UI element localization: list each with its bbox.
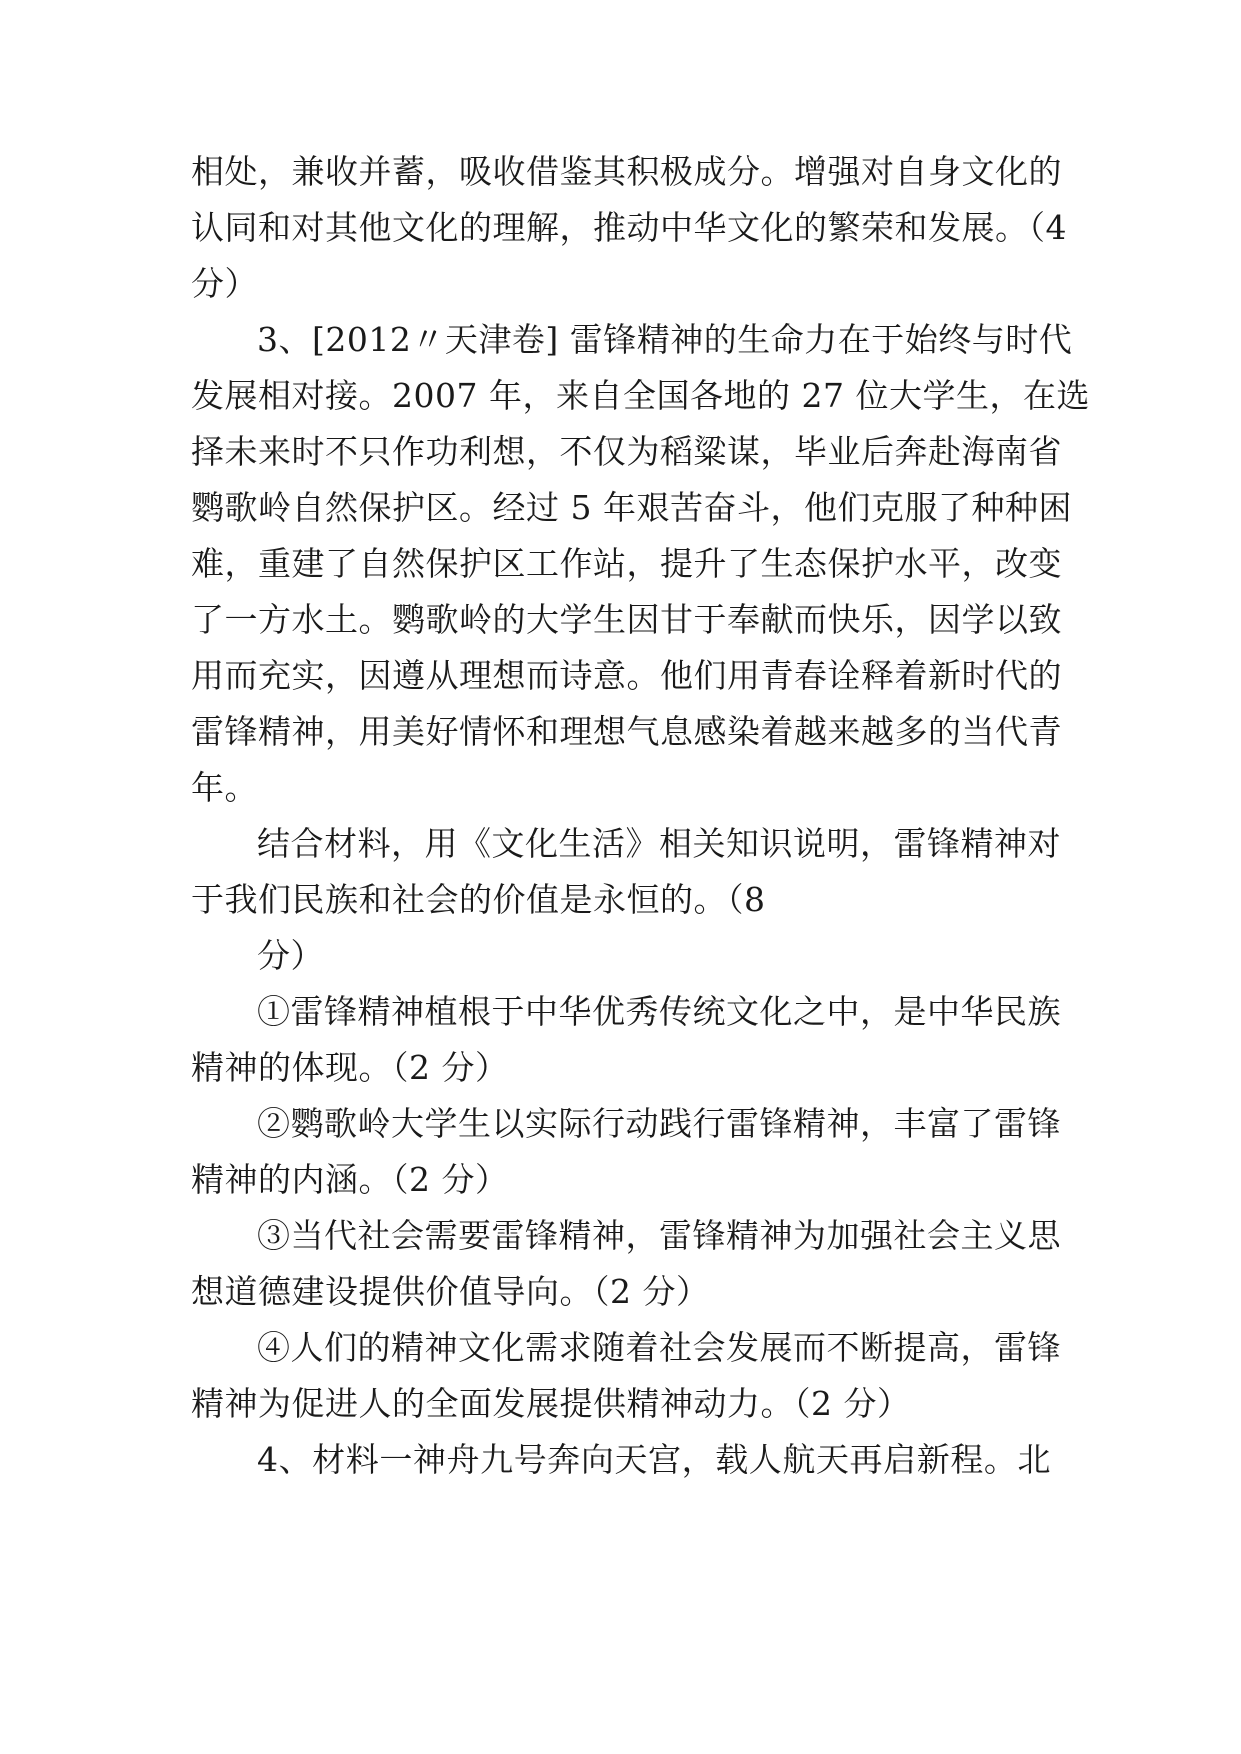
text-line: 用而充实，因遵从理想而诗意。他们用青春诠释着新时代的: [191, 656, 1062, 695]
text-line: 难，重建了自然保护区工作站，提升了生态保护水平，改变: [191, 544, 1062, 583]
text-line: 想道德建设提供价值导向。（2 分）: [191, 1272, 710, 1311]
text-line: 年。: [191, 768, 258, 807]
text-line: 发展相对接。2007 年，来自全国各地的 27 位大学生，在选: [191, 376, 1090, 415]
answer-point-1: ①雷锋精神植根于中华优秀传统文化之中，是中华民族: [257, 992, 1061, 1031]
answer-point-3: ③当代社会需要雷锋精神，雷锋精神为加强社会主义思: [257, 1216, 1061, 1255]
question-3-heading: 3、[2012〃天津卷] 雷锋精神的生命力在于始终与时代: [257, 320, 1073, 359]
answer-point-4: ④人们的精神文化需求随着社会发展而不断提高，雷锋: [257, 1328, 1061, 1367]
text-line: 分）: [191, 264, 258, 303]
answer-point-2: ②鹦歌岭大学生以实际行动践行雷锋精神，丰富了雷锋: [257, 1104, 1061, 1143]
text-line: 精神的体现。（2 分）: [191, 1048, 509, 1087]
text-line: 鹦歌岭自然保护区。经过 5 年艰苦奋斗，他们克服了种种困: [191, 488, 1072, 527]
text-line: 相处，兼收并蓄，吸收借鉴其积极成分。增强对自身文化的: [191, 152, 1062, 191]
text-line: 了一方水土。鹦歌岭的大学生因甘于奉献而快乐，因学以致: [191, 600, 1062, 639]
text-line: 精神为促进人的全面发展提供精神动力。（2 分）: [191, 1384, 911, 1423]
text-line: 于我们民族和社会的价值是永恒的。（8: [191, 880, 766, 919]
question-4-heading: 4、材料一神舟九号奔向天宫，载人航天再启新程。北: [257, 1440, 1051, 1479]
text-line: 雷锋精神，用美好情怀和理想气息感染着越来越多的当代青: [191, 712, 1062, 751]
text-line: 择未来时不只作功利想，不仅为稻粱谋，毕业后奔赴海南省: [191, 432, 1062, 471]
text-line: 分）: [257, 936, 324, 975]
text-line: 认同和对其他文化的理解，推动中华文化的繁荣和发展。（4: [191, 208, 1067, 247]
text-line: 精神的内涵。（2 分）: [191, 1160, 509, 1199]
question-prompt: 结合材料，用《文化生活》相关知识说明，雷锋精神对: [257, 824, 1061, 863]
